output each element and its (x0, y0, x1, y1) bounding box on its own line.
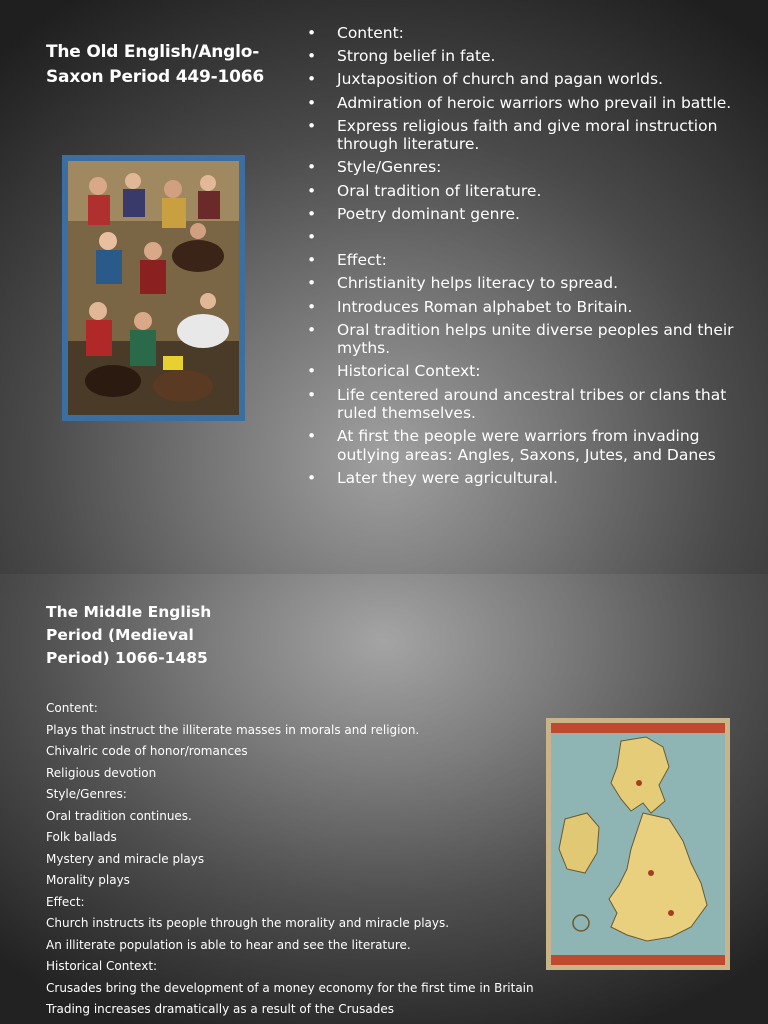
list-item: • Content: (307, 24, 404, 42)
list-item: An illiterate population is able to hear and see the literature. (46, 937, 411, 952)
slide-body-list (46, 698, 546, 1021)
list-item: • Oral tradition of literature. (307, 181, 542, 200)
britain-map-image (546, 718, 730, 970)
list-item: • Style/Genres: (307, 158, 442, 177)
list-item: Morality plays (46, 873, 130, 887)
list-item: Church instructs its people through the morality and miracle plays. (46, 916, 450, 930)
list-item: • Oral tradition helps unite diverse peoples and their myths. (307, 320, 734, 358)
slide-middle-english (0, 574, 768, 1024)
bullet-icon: • (307, 116, 317, 135)
list-item: Mystery and miracle plays (46, 851, 205, 866)
list-item: Plays that instruct the illiterate masses in morals and religion. (46, 722, 420, 737)
bullet-icon: • (307, 228, 317, 246)
list-item: • Effect: (307, 251, 387, 270)
bullet-icon: • (307, 320, 317, 339)
list-item: Oral tradition continues. (46, 808, 192, 823)
list-item: • At first the people were warriors from invading outlying areas: Angles, Saxons, Jutes, and Danes (307, 427, 716, 464)
procession-painting-image (62, 155, 245, 421)
list-item: • Poetry dominant genre. (307, 204, 520, 223)
list-item: • Introduces Roman alphabet to Britain. (307, 297, 633, 316)
bullet-icon: • (307, 181, 317, 200)
bullet-icon: • (307, 362, 317, 381)
list-item: Crusades bring the development of a money economy for the first time in Britain (46, 980, 534, 995)
bullet-icon: • (307, 251, 317, 270)
bullet-icon: • (307, 427, 317, 446)
bullet-icon: • (307, 70, 317, 89)
list-item: Effect: (46, 894, 85, 909)
list-item: Trading increases dramatically as a result of the Crusades (46, 1002, 395, 1016)
slide-title: The Old English/Anglo- Saxon Period 449-1066 (46, 42, 265, 87)
list-item: • Admiration of heroic warriors who prevail in battle. (307, 93, 732, 112)
list-item: • Christianity helps literacy to spread. (307, 274, 619, 293)
bullet-icon: • (307, 93, 317, 112)
list-item: Religious devotion (46, 765, 157, 780)
bullet-icon: • (307, 297, 317, 316)
list-item: Style/Genres: (46, 787, 127, 801)
list-item: Chivalric code of honor/romances (46, 744, 248, 758)
bullet-icon: • (307, 158, 317, 177)
bullet-icon: • (307, 385, 317, 404)
bullet-icon: • (307, 47, 317, 66)
bullet-icon: • (307, 274, 317, 293)
list-item: • Historical Context: (307, 362, 481, 381)
list-item: Folk ballads (46, 830, 117, 844)
slide-title: The Middle English Period (Medieval Period) 1066-1485 (46, 603, 212, 667)
list-item: • Express religious faith and give moral instruction through literature. (307, 116, 718, 154)
bullet-icon: • (307, 204, 317, 223)
list-item: • Later they were agricultural. (307, 469, 558, 487)
list-item: • Juxtaposition of church and pagan worlds. (307, 70, 663, 89)
list-item (307, 228, 747, 247)
list-item: • Life centered around ancestral tribes or clans that ruled themselves. (307, 385, 727, 423)
list-item: Historical Context: (46, 959, 158, 973)
list-item: Content: (46, 701, 98, 715)
slide-bullet-list (307, 24, 747, 492)
list-item: • Strong belief in fate. (307, 47, 496, 66)
bullet-icon: • (307, 24, 317, 42)
bullet-icon: • (307, 469, 317, 487)
